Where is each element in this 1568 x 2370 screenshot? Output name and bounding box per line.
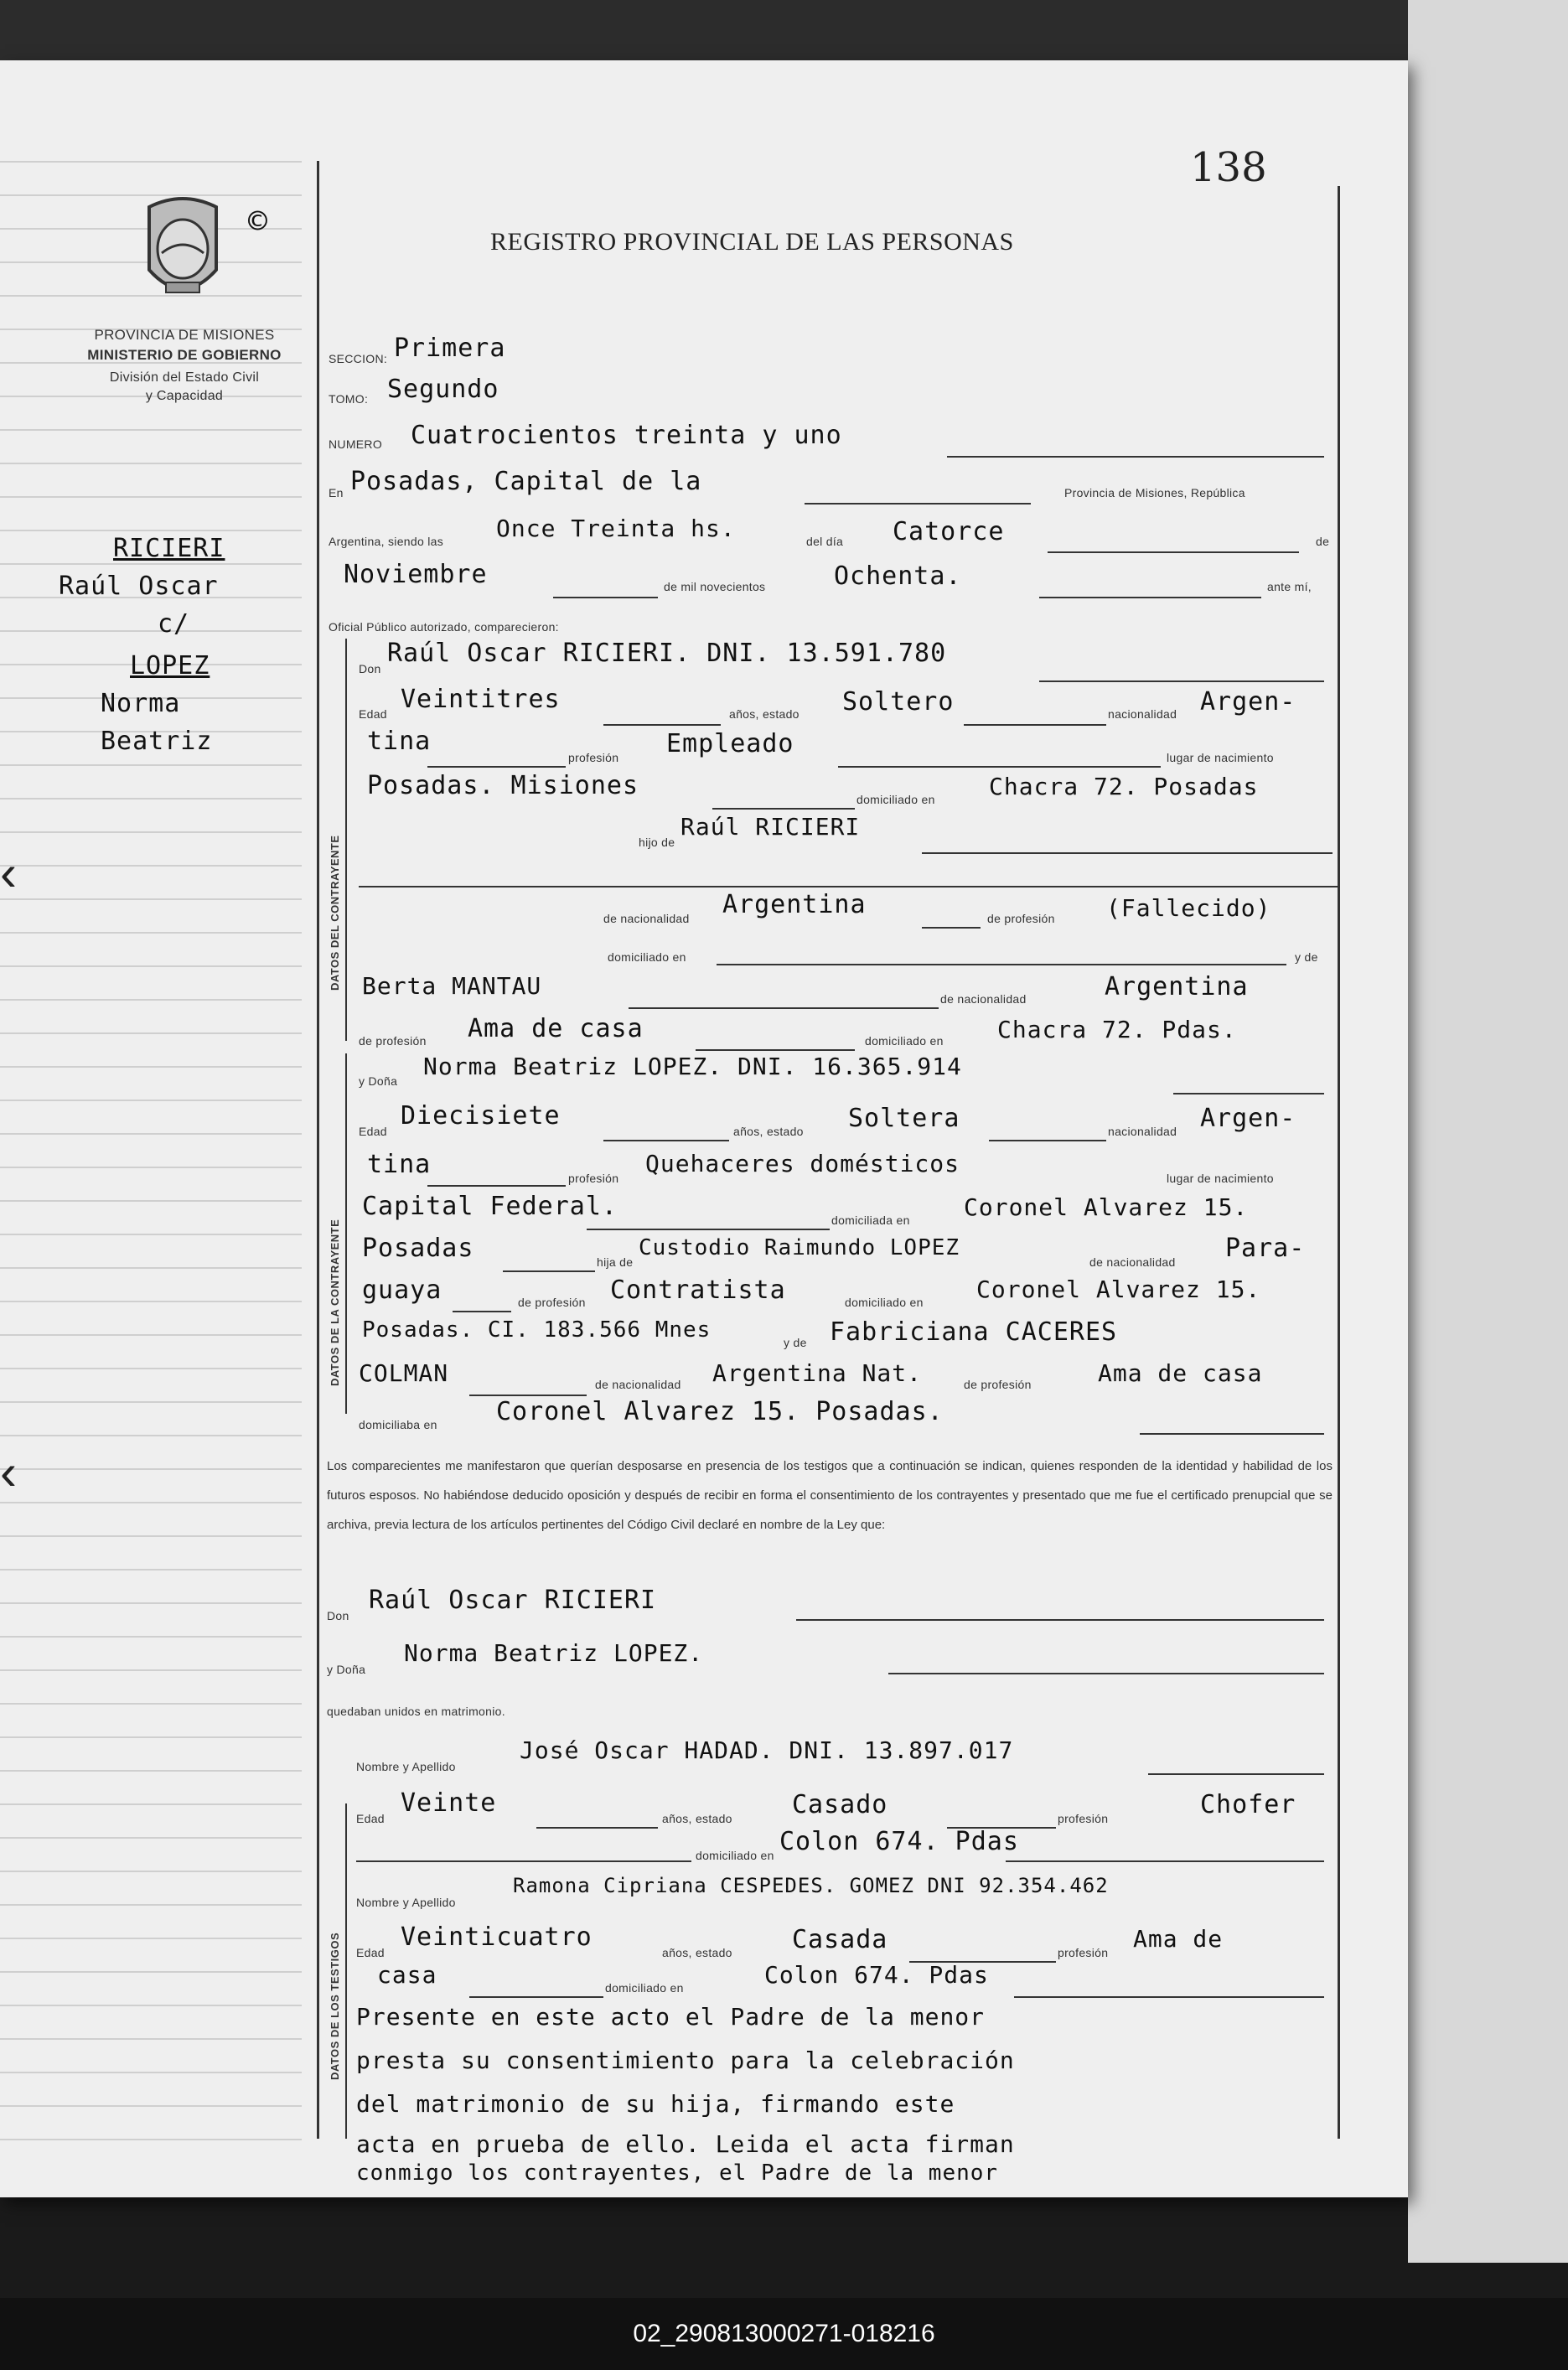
ruled-line (0, 965, 302, 967)
contrayente-bracket (345, 639, 347, 1041)
tomo-label: TOMO: (329, 392, 369, 406)
madre-nac-label-2: de nacionalidad (595, 1378, 681, 1391)
hora-value: Once Treinta hs. (496, 515, 736, 542)
numero-label: NUMERO (329, 437, 383, 451)
padre-dom-value-2: Coronel Alvarez 15. (976, 1276, 1261, 1303)
domicilio-label-2: domiciliada en (831, 1213, 910, 1227)
padre-nac-label-2: de nacionalidad (1089, 1255, 1176, 1269)
scan-id-footer: 02_290813000271-018216 (0, 2298, 1568, 2370)
t1-estado-value: Casado (792, 1790, 888, 1819)
t2-nombre-label: Nombre y Apellido (356, 1896, 456, 1909)
t1-nombre-value: José Oscar HADAD. DNI. 13.897.017 (520, 1736, 1014, 1764)
ruled-line (0, 1938, 302, 1939)
madre-dom-label: domiciliado en (865, 1034, 944, 1048)
ruled-line (0, 1837, 302, 1839)
ruled-line (0, 898, 302, 900)
anos-label-2: años, estado (733, 1125, 804, 1138)
background-top (0, 0, 1568, 67)
nacionalidad-value-2a: Argen- (1200, 1104, 1296, 1133)
t1-anos-label: años, estado (662, 1812, 732, 1825)
division-line-2: y Capacidad (145, 389, 224, 403)
profesion-label: profesión (568, 751, 619, 764)
decl-don-label: Don (327, 1609, 349, 1622)
t1-edad-value: Veinte (401, 1788, 497, 1818)
domicilio-label: domiciliado en (856, 793, 935, 806)
ministry-name: MINISTERIO DE GOBIERNO (87, 347, 282, 363)
padre-dom-label-2: domiciliado en (845, 1296, 924, 1309)
madre-nac-value-2: Argentina Nat. (712, 1359, 923, 1387)
nacionalidad-value: Argen- (1200, 687, 1296, 717)
testigos-bracket (345, 1803, 347, 2139)
ruled-line (0, 563, 302, 565)
ruled-line (0, 2038, 302, 2040)
t2-anos-label: años, estado (662, 1946, 732, 1959)
madre-value: Berta MANTAU (362, 972, 542, 1000)
padre-dom-label: domiciliado en (608, 950, 686, 964)
contrayente-side-label: DATOS DEL CONTRAYENTE (329, 835, 341, 991)
background-right (1408, 0, 1568, 2263)
ruled-line (0, 1636, 302, 1638)
ante-label: ante mí, (1267, 580, 1312, 593)
seccion-value: Primera (394, 334, 506, 363)
note-line-3: del matrimonio de su hija, firmando este (356, 2090, 955, 2118)
madre-prof-label: de profesión (359, 1034, 427, 1048)
margin-note-conjunction: c/ (158, 609, 190, 639)
contrayenta-side-label: DATOS DE LA CONTRAYENTE (329, 1219, 341, 1386)
dona-value: Norma Beatriz LOPEZ. DNI. 16.365.914 (423, 1053, 962, 1080)
padre-dom-value-2b: Posadas. CI. 183.566 Mnes (362, 1317, 712, 1343)
ruled-line (0, 1401, 302, 1403)
domicilio-value: Chacra 72. Posadas (989, 773, 1259, 800)
edad-value: Veintitres (401, 685, 561, 714)
t1-nombre-label: Nombre y Apellido (356, 1760, 456, 1773)
nacionalidad-label: nacionalidad (1108, 707, 1177, 721)
y-de-label: y de (1295, 950, 1318, 964)
padre-prof-label-2: de profesión (518, 1296, 586, 1309)
mil-label: de mil novecientos (664, 580, 766, 593)
ruled-line (0, 1368, 302, 1369)
ruled-line (0, 999, 302, 1001)
madre-nac-label: de nacionalidad (940, 992, 1027, 1006)
contrayenta-bracket (345, 1053, 347, 1414)
lugar-value-2: Capital Federal. (362, 1192, 618, 1221)
dona-label: y Doña (359, 1074, 398, 1088)
ruled-line (0, 2105, 302, 2107)
t1-prof-label: profesión (1058, 1812, 1109, 1825)
margin-note-surname-1: RICIERI (113, 534, 225, 563)
ruled-line (0, 1535, 302, 1537)
seccion-label: SECCION: (329, 352, 388, 365)
ruled-line (0, 463, 302, 464)
t2-prof-label: profesión (1058, 1946, 1109, 1959)
ruled-line (0, 1803, 302, 1805)
ruled-line (0, 1602, 302, 1604)
y-de-label-2: y de (784, 1336, 807, 1349)
ruled-line (0, 1871, 302, 1872)
t2-estado-value: Casada (792, 1925, 888, 1954)
estado-value: Soltero (842, 687, 955, 717)
padre-nac-label: de nacionalidad (603, 912, 690, 925)
t2-dom-value: Colon 674. Pdas (764, 1961, 989, 1989)
anos-label: años, estado (729, 707, 800, 721)
ruled-line (0, 932, 302, 934)
t2-nombre-value: Ramona Cipriana CESPEDES. GOMEZ DNI 92.354.462 (513, 1874, 1109, 1897)
ruled-line (0, 1569, 302, 1571)
anio-value: Ochenta. (834, 561, 962, 591)
ruled-line (0, 429, 302, 431)
ruled-line (0, 1100, 302, 1101)
nacionalidad-value-2: tina (367, 727, 432, 756)
madre-dom-value-2: Coronel Alvarez 15. Posadas. (496, 1397, 944, 1426)
edad-label-2: Edad (359, 1125, 387, 1138)
profesion-label-2: profesión (568, 1172, 619, 1185)
t1-dom-value: Colon 674. Pdas (779, 1827, 1019, 1856)
estado-value-2: Soltera (848, 1104, 960, 1133)
ruled-line (0, 1669, 302, 1671)
note-line-5: conmigo los contrayentes, el Padre de la menor (356, 2160, 999, 2186)
profesion-value: Empleado (666, 729, 794, 758)
edad-label: Edad (359, 707, 387, 721)
domicilio-value-2: Coronel Alvarez 15. (964, 1193, 1249, 1221)
padre-prof-label: de profesión (987, 912, 1055, 925)
right-border (1338, 186, 1340, 2139)
oficial-label: Oficial Público autorizado, comparecieron: (329, 620, 559, 634)
ruled-line (0, 161, 302, 163)
ruled-line (0, 2139, 302, 2140)
ruled-line (0, 1167, 302, 1168)
note-line-2: presta su consentimiento para la celebración (356, 2047, 1015, 2074)
padre-value-2: Custodio Raimundo LOPEZ (639, 1235, 960, 1260)
ruled-line (0, 1133, 302, 1135)
tomo-value: Segundo (387, 375, 499, 404)
hijo-label: hijo de (639, 836, 675, 849)
declaration-paragraph: Los comparecientes me manifestaron que querían desposarse en presencia de los testigos que a continuación se indican, quienes responden de la identidad y habilidad de los futuros esposos. No habiéndose deducido oposición y después de recibir en forma el consentimiento de los contrayentes y presentado que me fue el certificado prenupcial que se archiva, previa lectura de los artículos pertinentes del Código Civil declaré en nombre de la Ley que: (327, 1459, 1333, 1532)
ruled-line (0, 1334, 302, 1336)
decl-dona-value: Norma Beatriz LOPEZ. (404, 1639, 704, 1667)
note-line-1: Presente en este acto el Padre de la menor (356, 2003, 986, 2031)
dia-value: Catorce (893, 517, 1005, 546)
ruled-line (0, 2005, 302, 2006)
seal-mark: © (248, 203, 268, 240)
ruled-line (0, 1971, 302, 1973)
ruled-line (0, 530, 302, 531)
decl-dona-label: y Doña (327, 1663, 366, 1676)
padre-value: Raúl RICIERI (681, 813, 861, 841)
madre-nac-value: Argentina (1105, 972, 1249, 1001)
numero-value: Cuatrocientos treinta y uno (411, 421, 842, 450)
ruled-line (0, 1234, 302, 1235)
ruled-line (0, 1468, 302, 1470)
provincia-text: Provincia de Misiones, República (1064, 486, 1245, 499)
don-value: Raúl Oscar RICIERI. DNI. 13.591.780 (387, 639, 947, 668)
en-value: Posadas, Capital de la (350, 467, 702, 496)
page-title: REGISTRO PROVINCIAL DE LAS PERSONAS (490, 228, 1014, 256)
ruled-line (0, 1267, 302, 1269)
don-label: Don (359, 662, 381, 675)
madre-prof-label-2: de profesión (964, 1378, 1032, 1391)
testigos-side-label: DATOS DE LOS TESTIGOS (329, 1932, 341, 2080)
ruled-line (0, 1066, 302, 1068)
page-number: 138 (1190, 144, 1267, 191)
unidos-text: quedaban unidos en matrimonio. (327, 1705, 505, 1718)
t2-dom-label: domiciliado en (605, 1981, 684, 1995)
t1-edad-label: Edad (356, 1812, 385, 1825)
t1-dom-label: domiciliado en (696, 1849, 774, 1862)
padre-prof-value: (Fallecido) (1106, 894, 1271, 922)
padre-nac-value-2b: guaya (362, 1276, 442, 1305)
record-page (0, 60, 1408, 2197)
padre-nac-value-2: Para- (1225, 1234, 1306, 1263)
en-label: En (329, 486, 344, 499)
domicilio-value-2b: Posadas (362, 1234, 474, 1263)
profesion-value-2: Quehaceres domésticos (645, 1150, 960, 1177)
province-name: PROVINCIA DE MISIONES (94, 327, 275, 343)
division-line-1: División del Estado Civil (109, 370, 260, 385)
de-label: de (1316, 535, 1330, 548)
ruled-line (0, 798, 302, 799)
t2-prof-value-2: casa (377, 1961, 437, 1989)
margin-note-surname-2: LOPEZ (130, 651, 210, 680)
lugar-label-2: lugar de nacimiento (1167, 1172, 1274, 1185)
ruled-line (0, 496, 302, 498)
t2-prof-value: Ama de (1133, 1925, 1224, 1953)
mes-value: Noviembre (344, 560, 488, 589)
argentina-label: Argentina, siendo las (329, 535, 444, 548)
ruled-line (0, 2072, 302, 2073)
ruled-line (0, 1200, 302, 1202)
ruled-line (0, 1904, 302, 1906)
lugar-label: lugar de nacimiento (1167, 751, 1274, 764)
t2-edad-value: Veinticuatro (401, 1922, 593, 1952)
t1-prof-value: Chofer (1200, 1790, 1296, 1819)
ruled-line (0, 1435, 302, 1436)
madre-prof-value-2: Ama de casa (1098, 1359, 1263, 1387)
madre-value-2b: COLMAN (359, 1359, 449, 1387)
madre-dom-label-2: domiciliaba en (359, 1418, 437, 1431)
ruled-line (0, 1770, 302, 1772)
binding-mark-1: ‹ (0, 845, 17, 901)
province-crest-icon (132, 190, 233, 316)
ruled-line (0, 1736, 302, 1738)
margin-note-names-1: Raúl Oscar (59, 572, 219, 601)
ruled-line (0, 1502, 302, 1503)
hija-label: hija de (597, 1255, 634, 1269)
nacionalidad-value-2b: tina (367, 1150, 432, 1179)
binding-mark-2: ‹ (0, 1444, 17, 1500)
madre-prof-value: Ama de casa (468, 1014, 644, 1043)
ruled-line (0, 764, 302, 766)
margin-note-names-2b: Beatriz (101, 727, 213, 756)
decl-don-value: Raúl Oscar RICIERI (369, 1586, 657, 1615)
padre-prof-value-2: Contratista (610, 1276, 786, 1305)
nacionalidad-label-2: nacionalidad (1108, 1125, 1177, 1138)
madre-dom-value: Chacra 72. Pdas. (997, 1016, 1237, 1043)
del-dia-label: del día (806, 535, 844, 548)
note-line-4: acta en prueba de ello. Leida el acta firman (356, 2130, 1015, 2158)
ruled-line (0, 1703, 302, 1705)
lugar-value: Posadas. Misiones (367, 771, 639, 800)
edad-value-2: Diecisiete (401, 1101, 561, 1131)
margin-note-names-2a: Norma (101, 689, 181, 718)
ruled-line (0, 865, 302, 867)
padre-nac-value: Argentina (722, 890, 867, 919)
ruled-line (0, 1032, 302, 1034)
ruled-line (0, 630, 302, 632)
ruled-line (0, 1301, 302, 1302)
ruled-line (0, 831, 302, 833)
madre-value-2: Fabriciana CACERES (830, 1317, 1118, 1347)
left-border (317, 161, 319, 2139)
t2-edad-label: Edad (356, 1946, 385, 1959)
